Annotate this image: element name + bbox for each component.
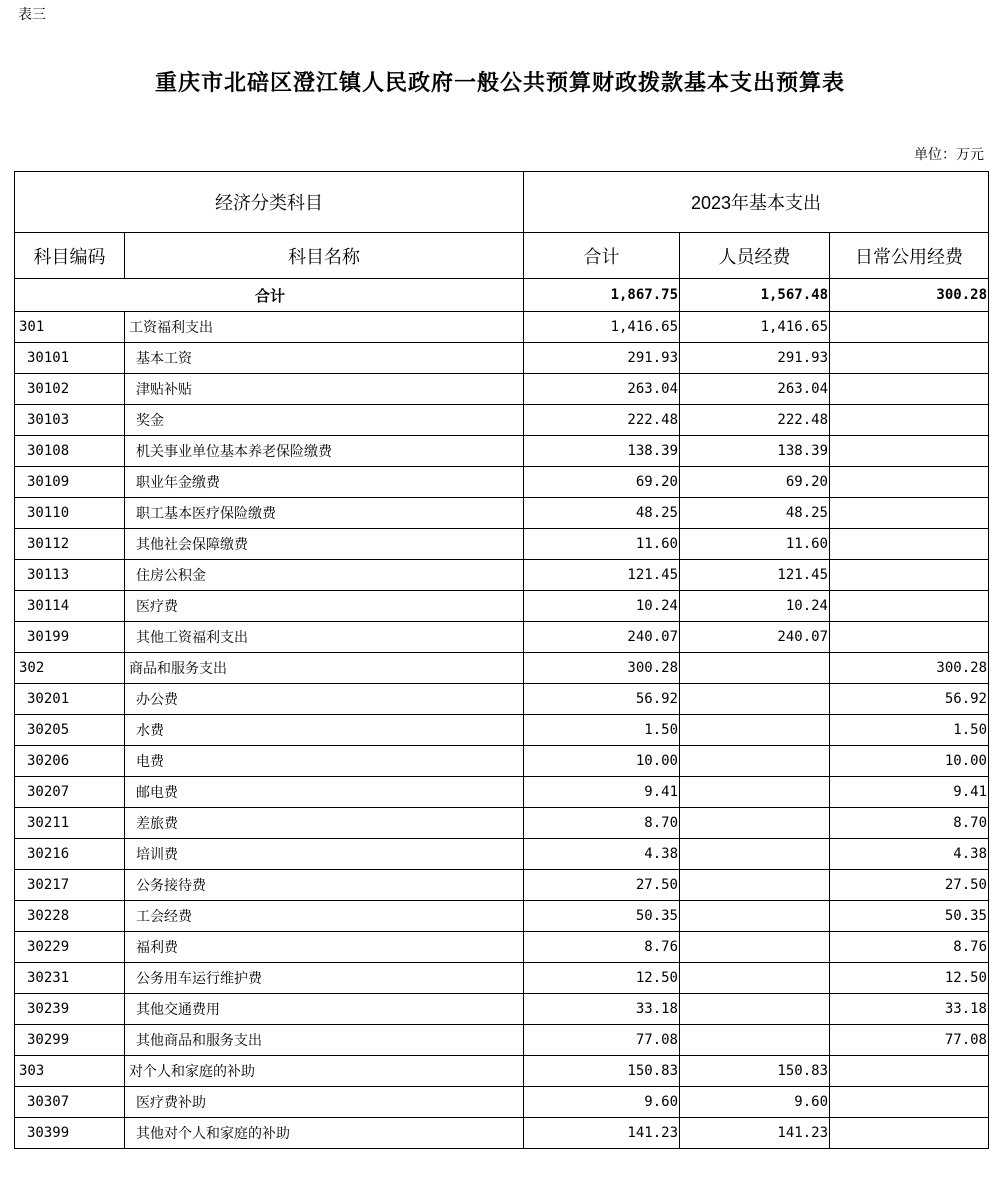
row-public: 10.00 [830,746,989,777]
row-personnel: 121.45 [680,560,830,591]
row-total: 56.92 [524,684,680,715]
row-public [830,622,989,653]
row-public: 8.76 [830,932,989,963]
row-public [830,1087,989,1118]
row-total: 11.60 [524,529,680,560]
row-name: 其他社会保障缴费 [125,529,524,560]
row-total: 150.83 [524,1056,680,1087]
row-code: 30229 [15,932,125,963]
table-row [15,839,989,870]
row-total: 10.00 [524,746,680,777]
header-name: 科目名称 [125,233,524,279]
row-personnel: 1,416.65 [680,312,830,343]
row-name: 工资福利支出 [125,312,524,343]
row-personnel [680,653,830,684]
table-row [15,312,989,343]
row-personnel: 222.48 [680,405,830,436]
row-public: 56.92 [830,684,989,715]
row-total: 1,416.65 [524,312,680,343]
row-personnel [680,1025,830,1056]
row-personnel [680,870,830,901]
header-public: 日常公用经费 [830,233,989,279]
row-name: 培训费 [125,839,524,870]
row-total: 1.50 [524,715,680,746]
row-name: 职工基本医疗保险缴费 [125,498,524,529]
row-total: 9.60 [524,1087,680,1118]
table-row [15,870,989,901]
row-total: 240.07 [524,622,680,653]
row-public [830,560,989,591]
row-public [830,312,989,343]
row-code: 30217 [15,870,125,901]
table-row [15,808,989,839]
row-code: 30205 [15,715,125,746]
row-name: 津贴补贴 [125,374,524,405]
row-public: 27.50 [830,870,989,901]
table-row [15,994,989,1025]
row-name: 水费 [125,715,524,746]
row-personnel: 291.93 [680,343,830,374]
row-code: 30110 [15,498,125,529]
row-name: 差旅费 [125,808,524,839]
row-personnel: 9.60 [680,1087,830,1118]
total-amount: 1,867.75 [524,279,680,312]
row-code: 301 [15,312,125,343]
table-row [15,560,989,591]
row-name: 其他商品和服务支出 [125,1025,524,1056]
row-public: 9.41 [830,777,989,808]
row-personnel [680,839,830,870]
table-row [15,653,989,684]
row-public [830,498,989,529]
row-public [830,529,989,560]
row-total: 10.24 [524,591,680,622]
row-public [830,343,989,374]
row-personnel: 48.25 [680,498,830,529]
row-name: 基本工资 [125,343,524,374]
row-name: 公务用车运行维护费 [125,963,524,994]
row-personnel [680,901,830,932]
row-public [830,591,989,622]
row-total: 9.41 [524,777,680,808]
row-name: 其他交通费用 [125,994,524,1025]
row-personnel [680,994,830,1025]
row-public: 50.35 [830,901,989,932]
table-row [15,932,989,963]
row-code: 30112 [15,529,125,560]
row-public: 77.08 [830,1025,989,1056]
table-row [15,591,989,622]
row-name: 福利费 [125,932,524,963]
row-total: 77.08 [524,1025,680,1056]
row-public: 1.50 [830,715,989,746]
row-public [830,405,989,436]
row-public [830,1056,989,1087]
unit-label: 单位：万元 [914,147,984,163]
row-total: 300.28 [524,653,680,684]
row-personnel: 11.60 [680,529,830,560]
row-code: 302 [15,653,125,684]
row-name: 其他对个人和家庭的补助 [125,1118,524,1149]
row-total: 222.48 [524,405,680,436]
row-total: 27.50 [524,870,680,901]
row-code: 30239 [15,994,125,1025]
row-name: 机关事业单位基本养老保险缴费 [125,436,524,467]
row-public [830,1118,989,1149]
row-code: 30399 [15,1118,125,1149]
header-personnel: 人员经费 [680,233,830,279]
row-public [830,374,989,405]
row-code: 30307 [15,1087,125,1118]
table-row [15,777,989,808]
row-code: 30228 [15,901,125,932]
header-economic-category: 经济分类科目 [15,172,524,233]
row-total: 69.20 [524,467,680,498]
row-public: 8.70 [830,808,989,839]
row-code: 30211 [15,808,125,839]
table-row [15,1118,989,1149]
row-code: 303 [15,1056,125,1087]
row-total: 8.76 [524,932,680,963]
row-personnel: 69.20 [680,467,830,498]
row-public [830,467,989,498]
row-total: 4.38 [524,839,680,870]
row-total: 138.39 [524,436,680,467]
row-total: 141.23 [524,1118,680,1149]
header-code: 科目编码 [15,233,125,279]
row-name: 住房公积金 [125,560,524,591]
table-row [15,343,989,374]
row-total: 33.18 [524,994,680,1025]
row-total: 48.25 [524,498,680,529]
table-row [15,715,989,746]
row-public: 33.18 [830,994,989,1025]
total-personnel: 1,567.48 [680,279,830,312]
row-personnel: 10.24 [680,591,830,622]
row-total: 12.50 [524,963,680,994]
budget-table [14,171,989,1149]
row-personnel [680,963,830,994]
table-row [15,405,989,436]
table-row [15,901,989,932]
row-code: 30201 [15,684,125,715]
total-row [15,279,989,312]
row-total: 50.35 [524,901,680,932]
row-name: 职业年金缴费 [125,467,524,498]
row-personnel: 150.83 [680,1056,830,1087]
row-code: 30207 [15,777,125,808]
row-code: 30206 [15,746,125,777]
row-personnel: 240.07 [680,622,830,653]
row-personnel [680,932,830,963]
row-public [830,436,989,467]
table-row [15,498,989,529]
row-code: 30102 [15,374,125,405]
table-label: 表三 [18,7,46,23]
table-row [15,746,989,777]
table-row [15,684,989,715]
row-code: 30103 [15,405,125,436]
row-total: 291.93 [524,343,680,374]
header-row-columns [15,233,989,279]
table-row [15,1087,989,1118]
row-code: 30113 [15,560,125,591]
row-name: 工会经费 [125,901,524,932]
row-public: 300.28 [830,653,989,684]
row-total: 8.70 [524,808,680,839]
row-code: 30216 [15,839,125,870]
row-public: 4.38 [830,839,989,870]
row-personnel [680,746,830,777]
row-code: 30231 [15,963,125,994]
row-code: 30299 [15,1025,125,1056]
row-personnel [680,777,830,808]
row-name: 医疗费 [125,591,524,622]
row-total: 263.04 [524,374,680,405]
row-name: 奖金 [125,405,524,436]
table-row [15,963,989,994]
table-row [15,374,989,405]
row-personnel [680,715,830,746]
page-title: 重庆市北碚区澄江镇人民政府一般公共预算财政拨款基本支出预算表 [154,70,845,96]
total-label: 合计 [15,279,524,312]
row-name: 办公费 [125,684,524,715]
row-name: 商品和服务支出 [125,653,524,684]
table-row [15,467,989,498]
row-personnel [680,808,830,839]
header-basic-expenditure: 2023年基本支出 [524,172,989,233]
row-name: 其他工资福利支出 [125,622,524,653]
row-name: 医疗费补助 [125,1087,524,1118]
total-public: 300.28 [830,279,989,312]
table-row [15,1056,989,1087]
row-code: 30109 [15,467,125,498]
row-code: 30199 [15,622,125,653]
table-row [15,529,989,560]
header-total: 合计 [524,233,680,279]
row-name: 对个人和家庭的补助 [125,1056,524,1087]
table-row [15,436,989,467]
table-row [15,622,989,653]
row-name: 电费 [125,746,524,777]
row-personnel: 263.04 [680,374,830,405]
table-row [15,1025,989,1056]
row-personnel [680,684,830,715]
row-name: 公务接待费 [125,870,524,901]
row-code: 30101 [15,343,125,374]
row-code: 30108 [15,436,125,467]
row-total: 121.45 [524,560,680,591]
row-personnel: 138.39 [680,436,830,467]
row-code: 30114 [15,591,125,622]
header-row-group [15,172,989,233]
row-name: 邮电费 [125,777,524,808]
row-public: 12.50 [830,963,989,994]
row-personnel: 141.23 [680,1118,830,1149]
